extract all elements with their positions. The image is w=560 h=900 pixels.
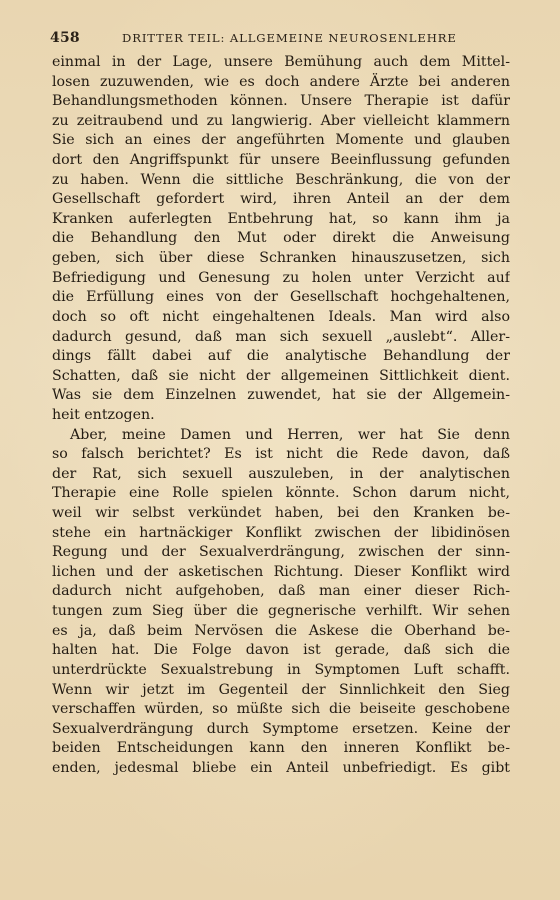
paragraph <box>52 53 510 426</box>
text-line: Befriedigung und Genesung zu holen unter Verzicht auf <box>52 269 510 286</box>
text-line: zu zeitraubend und zu langwierig. Aber vielleicht klammern <box>52 112 510 129</box>
text-line: halten hat. Die Folge davon ist gerade, daß sich die <box>52 642 510 659</box>
text-line: die Erfüllung eines von der Gesellschaft hochgehaltenen, <box>52 289 510 306</box>
text-line: Kranken auferlegten Entbehrung hat, so kann ihm ja <box>52 210 510 227</box>
text-line: verschaffen würden, so müßte sich die beiseite geschobene <box>52 701 510 718</box>
page-number: 458 <box>50 30 80 46</box>
text-line: Sexualverdrängung durch Symptome ersetzen. Keine der <box>52 720 510 737</box>
text-line: Wenn wir jetzt im Gegenteil der Sinnlichkeit den Sieg <box>52 681 510 698</box>
text-line: so falsch berichtet? Es ist nicht die Rede davon, daß <box>52 446 510 463</box>
text-line: Regung und der Sexualverdrängung, zwischen der sinn- <box>52 544 510 561</box>
text-line: dings fällt dabei auf die analytische Behandlung der <box>52 348 510 365</box>
paragraph <box>52 426 510 779</box>
text-line: Was sie dem Einzelnen zuwendet, hat sie der Allgemein- <box>52 387 510 404</box>
body-text <box>52 53 510 779</box>
text-line: Therapie eine Rolle spielen könnte. Schon darum nicht, <box>52 485 510 502</box>
text-line: zu haben. Wenn die sittliche Beschränkung, die von der <box>52 171 510 188</box>
text-line: dort den Angriffspunkt für unsere Beeinflussung gefunden <box>52 152 510 169</box>
page-header <box>50 29 512 49</box>
text-line: lichen und der asketischen Richtung. Dieser Konflikt wird <box>52 563 510 580</box>
text-line: Aber, meine Damen und Herren, wer hat Sie denn <box>70 426 510 443</box>
text-line: doch so oft nicht eingehaltenen Ideals. Man wird also <box>52 308 510 325</box>
text-line: dadurch gesund, daß man sich sexuell „auslebt“. Aller- <box>52 328 510 345</box>
text-line: Sie sich an eines der angeführten Momente und glauben <box>52 132 510 149</box>
text-line: weil wir selbst verkündet haben, bei den Kranken be- <box>52 505 510 522</box>
text-line: Behandlungsmethoden können. Unsere Therapie ist dafür <box>52 93 510 110</box>
running-title: DRITTER TEIL: ALLGEMEINE NEUROSENLEHRE <box>122 31 457 45</box>
text-line: Schatten, daß sie nicht der allgemeinen Sittlichkeit dient. <box>52 367 510 384</box>
text-line: stehe ein hartnäckiger Konflikt zwischen der libidinösen <box>52 524 510 541</box>
text-line: enden, jedesmal bliebe ein Anteil unbefriedigt. Es gibt <box>52 759 510 776</box>
text-line: es ja, daß beim Nervösen die Askese die Oberhand be- <box>52 622 510 639</box>
text-line: der Rat, sich sexuell auszuleben, in der analytischen <box>52 465 510 482</box>
text-line: beiden Entscheidungen kann den inneren Konflikt be- <box>52 740 510 757</box>
text-line: losen zuzuwenden, wie es doch andere Ärzte bei anderen <box>52 73 510 90</box>
text-line: die Behandlung den Mut oder direkt die Anweisung <box>52 230 510 247</box>
text-line: unterdrückte Sexualstrebung in Symptomen Luft schafft. <box>52 661 510 678</box>
text-line: einmal in der Lage, unsere Bemühung auch dem Mittel- <box>52 54 510 70</box>
text-line: heit entzogen. <box>52 406 155 423</box>
text-line: Gesellschaft gefordert wird, ihren Anteil an der dem <box>52 191 510 208</box>
text-line: geben, sich über diese Schranken hinauszusetzen, sich <box>52 250 510 267</box>
text-line: tungen zum Sieg über die gegnerische verhilft. Wir sehen <box>52 603 510 620</box>
text-line: dadurch nicht aufgehoben, daß man einer dieser Rich- <box>52 583 510 600</box>
